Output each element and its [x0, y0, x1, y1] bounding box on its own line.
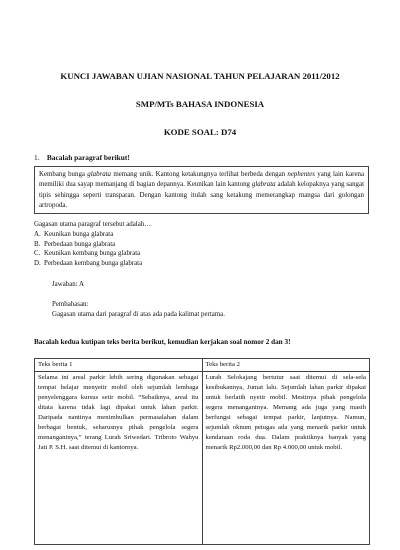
passage-text: memang unik. Kantong ketakungnya terlihat berbeda dengan — [111, 171, 288, 178]
passage-text: yang lain karena memiliki dua sayap memanjang di bagian depannya. Keunikan lain kantong — [39, 171, 365, 189]
passage-italic: glabrata — [251, 181, 276, 189]
passage-italic: glabrata — [87, 171, 112, 178]
news-1-text: Selama ini areal parkir lebih sering digunakan sebagai tempat belajar menyetir mobil oleh sejumlah lembaga penyelenggara kursus setir mobil. “Sebaiknya, areal itu ditata karena tidak lagi dipakai untuk lahan parkir. Daripada nantinya menimbulkan permasalahan dalam berbagai bentuk, seharusnya pihak pengelola segera menanganinya,” terang Lurah Sriwedari. Tribroto Wahyu Jati P. S.H. saat ditemui di kantornya. — [35, 371, 203, 544]
option-text: Keunikan bunga glabrata — [44, 230, 114, 238]
explanation-text: Gagasan utama dari paragraf di atas ada pada kalimat pertama. — [52, 311, 225, 318]
passage-text: Kembang bunga — [39, 171, 88, 178]
instruction-text: Bacalah paragraf berikut! — [46, 153, 130, 162]
column-header-news-1: Teks berita 1 — [35, 359, 203, 372]
option-letter: C. — [34, 250, 41, 258]
section-2-instruction: Bacalah kedua kutipan teks berita berikut, kemudian kerjakan soal nomor 2 dan 3! — [34, 338, 291, 346]
table-row — [35, 371, 370, 544]
option-text: Perbedaan bunga glabrata — [44, 240, 116, 248]
option-d — [34, 259, 151, 269]
news-comparison-table — [34, 358, 370, 545]
reading-passage — [34, 166, 369, 214]
option-letter: B. — [34, 240, 41, 248]
question-1-instruction — [34, 153, 130, 162]
document-subtitle: SMP/MTs BAHASA INDONESIA — [135, 99, 265, 109]
passage-italic: nephentes — [287, 171, 315, 178]
answer: Jawaban: A — [52, 281, 84, 288]
exam-code: KODE SOAL: D74 — [163, 127, 237, 137]
column-header-news-2: Teks berita 2 — [202, 359, 370, 372]
option-letter: A. — [34, 230, 41, 238]
question-block — [34, 220, 151, 269]
option-c — [34, 249, 151, 259]
table-header-row — [35, 359, 370, 372]
option-letter: D. — [34, 260, 41, 268]
news-2-text: Lurah Selokajang bertutur saat ditemui di sela-sela kesibukannya, Jumat lalu. Sejumlah lahan parkir dipakai untuk berlatih nyetir mobil. Mestinya pihak pengelola segera menanganinya. Memang ada juga yang masih berfungsi sebagai tempat parkir, lanjutnya. Namun, sejumlah oknum petugas ada yang menarik parkir untuk kendaraan roda dua. Dalam praktiknya banyak yang menarik Rp2.000,00 dan Rp 4.000,00 untuk mobil. — [202, 371, 370, 544]
explanation-label: Pembahasan: — [52, 301, 89, 308]
option-b — [34, 240, 151, 250]
option-text: Perbedaan kembang bunga glabrata — [44, 260, 143, 268]
option-a — [34, 230, 151, 240]
question-number: 1. — [34, 153, 40, 162]
question-text: Gagasan utama paragraf tersebut adalah… — [34, 221, 152, 228]
document-title: KUNCI JAWABAN UJIAN NASIONAL TAHUN PELAJARAN 2011/2012 — [60, 71, 340, 81]
option-text: Keunikan kembang bunga glabrata — [44, 250, 141, 258]
passage-text: adalah kelopaknya yang sangat tipis sehingga seperti transparan. Dengan kantong itulah sang ketakung memerangkap mangsa dari golongan artropoda. — [39, 181, 364, 209]
